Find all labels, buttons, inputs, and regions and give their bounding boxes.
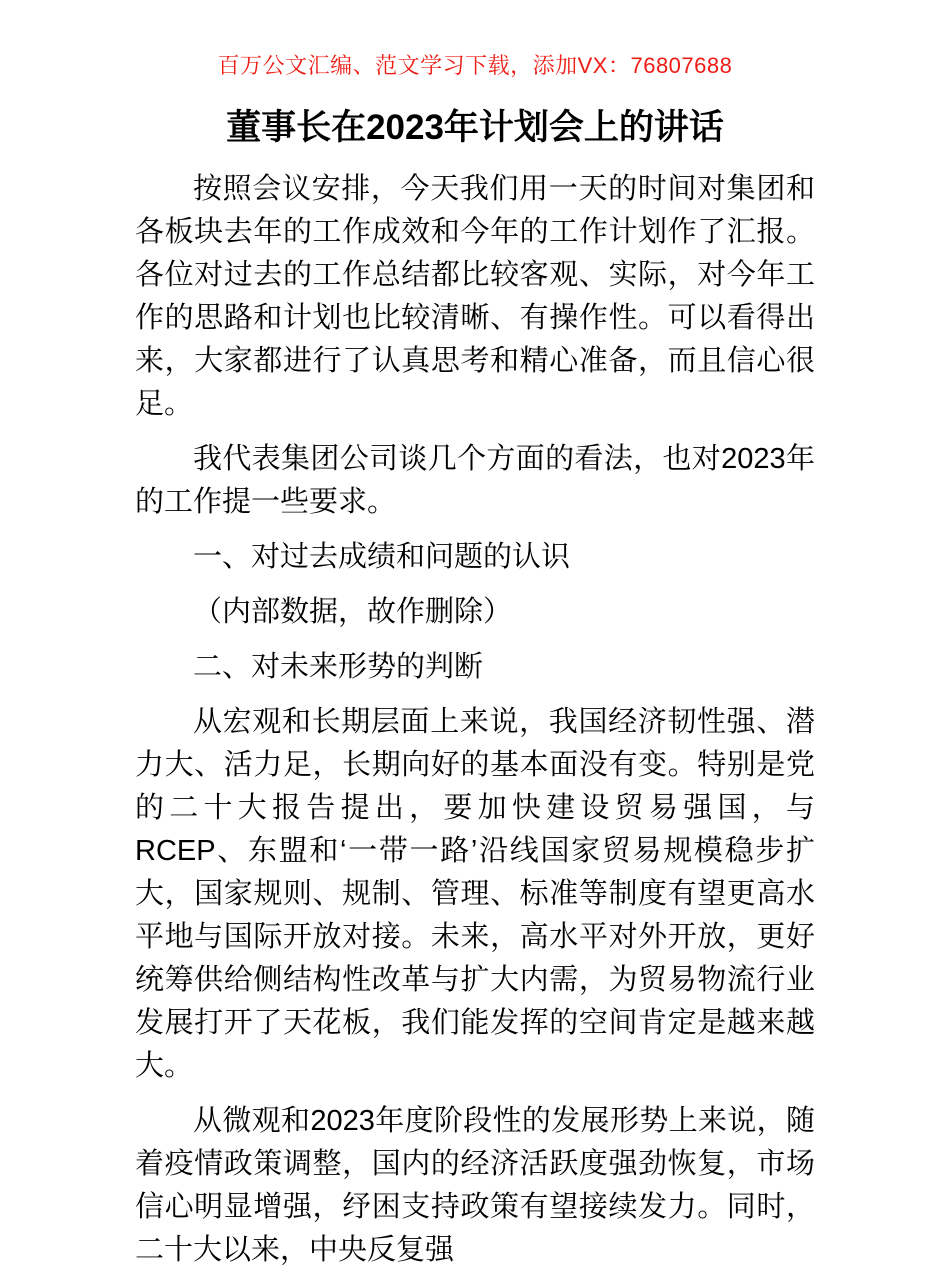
- promo-banner-text: 百万公文汇编、范文学习下载，添加VX：76807688: [217, 53, 733, 78]
- paragraph-note-deleted: （内部数据，故作删除）: [193, 596, 513, 628]
- document-body: [135, 168, 815, 1272]
- section-heading-1: 一、对过去成绩和问题的认识: [193, 541, 571, 573]
- paragraph-macro-outlook: 从宏观和长期层面上来说，我国经济韧性强、潜力大、活力足，长期向好的基本面没有变。特别是党的二十大报告提出，要加快建设贸易强国，与RCEP、东盟和‘一带一路’沿线国家贸易规模稳步扩大，国家规则、规制、管理、标准等制度有望更高水平地与国际开放对接。未来，高水平对外开放，更好统筹供给侧结构性改革与扩大内需，为贸易物流行业发展打开了天花板，我们能发挥的空间肯定是越来越大。: [135, 706, 815, 1082]
- section-heading-2: 二、对未来形势的判断: [193, 651, 484, 683]
- paragraph-micro-outlook: 从微观和2023年度阶段性的发展形势上来说，随着疫情政策调整，国内的经济活跃度强劲恢复，市场信心明显增强，纾困支持政策有望接续发力。同时，二十大以来，中央反复强: [135, 1105, 815, 1266]
- paragraph-overview: 我代表集团公司谈几个方面的看法，也对2023年的工作提一些要求。: [135, 443, 815, 518]
- document-title: 董事长在2023年计划会上的讲话: [226, 108, 724, 147]
- paragraph-intro: 按照会议安排，今天我们用一天的时间对集团和各板块去年的工作成效和今年的工作计划作了汇报。各位对过去的工作总结都比较客观、实际，对今年工作的思路和计划也比较清晰、有操作性。可以看得出来，大家都进行了认真思考和精心准备，而且信心很足。: [135, 173, 815, 420]
